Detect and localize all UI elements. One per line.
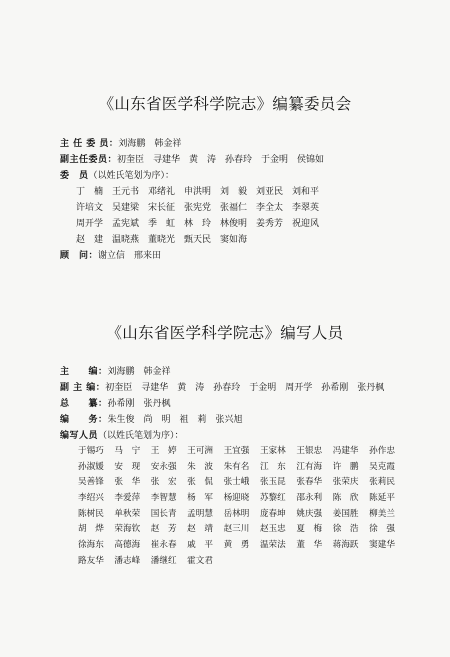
staff-name: 戚 平 [187,540,213,551]
writers-staff-note: （以姓氏笔划为序）： [98,431,184,441]
committee-title: 《山东省医学科学院志》编纂委员会 [98,95,352,113]
committee-vice-director-value: 初奎臣 寻建华 黄 涛 孙春玲 于金明 侯锦如 [117,155,325,165]
staff-name: 陈树民 [78,508,104,519]
staff-row [78,444,406,460]
committee-vice-director-row [60,154,324,166]
staff-name: 江有海 [296,461,323,472]
staff-name: 许 鹏 [332,461,359,472]
staff-row [78,522,406,538]
staff-name: 张士峨 [223,477,250,488]
staff-name: 朱有名 [223,461,250,472]
staff-row [78,538,406,554]
staff-name: 岳林明 [223,508,250,519]
staff-name: 赵 芳 [150,524,177,535]
staff-name: 王宜强 [223,446,250,456]
staff-name: 单秋荣 [114,508,141,519]
staff-name: 董 华 [296,540,323,551]
staff-name: 孟明慧 [187,508,213,519]
staff-name: 夏 梅 [296,524,323,535]
committee-advisor-row [60,250,161,262]
writers-staff-header [60,430,184,442]
writers-general-row [60,398,171,410]
staff-name: 安永强 [150,461,177,472]
staff-name: 温荣法 [259,540,286,551]
committee-director-value: 刘海鹏 韩金祥 [118,139,182,149]
staff-row [78,475,406,491]
writers-editors-label: 编 务： [60,415,108,425]
committee-director-row [60,138,181,150]
staff-name: 孙淑媛 [78,461,104,472]
staff-name: 路友华 [78,555,104,566]
staff-name: 蒋海跃 [332,540,359,551]
writers-staff-grid [78,444,406,570]
committee-member-row-3: 周开学 孟宪斌 季 虹 林 玲 林俊明 姜秀芳 祝迎风 [76,219,320,229]
staff-name: 赵玉忠 [259,524,286,535]
staff-name: 杨 军 [187,493,213,504]
staff-name: 黄 勇 [223,540,250,551]
committee-director-label: 主 任 委 员： [60,139,119,149]
staff-name: 李绍兴 [78,493,104,504]
staff-name: 李智慧 [150,493,177,504]
staff-name: 姚庆强 [296,508,323,519]
staff-name: 吴善锋 [78,477,104,488]
staff-name: 霍文君 [187,555,213,566]
writers-title: 《山东省医学科学院志》编写人员 [106,324,344,342]
staff-name: 张荣庆 [332,477,359,488]
staff-name: 潘继红 [150,555,177,566]
committee-member-row-4: 赵 建 温晓燕 董晓光 甄天民 窦如海 [76,235,248,245]
staff-name: 张 侃 [187,477,213,488]
staff-name: 张 华 [114,477,141,488]
staff-name: 柳美兰 [369,508,395,519]
writers-chief-value: 刘海鹏 韩金祥 [107,367,171,377]
writers-vice-chief-label: 副 主 编： [60,383,106,393]
writers-vice-chief-row [60,382,384,394]
staff-name: 朱 波 [187,461,213,472]
staff-name: 徐海东 [78,540,104,551]
staff-name: 吴克霞 [369,461,395,472]
writers-editors-value: 朱生俊 尚 明 祖 莉 张兴旭 [107,415,243,425]
writers-editors-row [60,414,243,426]
staff-row [78,554,406,570]
staff-name: 潘志峰 [114,555,141,566]
staff-name: 王银忠 [296,446,323,456]
staff-name: 孙作忠 [369,446,395,456]
staff-name: 国长青 [150,508,177,519]
staff-name: 窦建华 [369,540,395,551]
staff-row [78,491,406,507]
writers-chief-label: 主 编： [60,367,108,377]
staff-name: 马 宁 [114,446,141,456]
staff-name: 邵永利 [296,493,323,504]
writers-staff-label: 编写人员 [60,431,99,441]
staff-name: 陈延平 [369,493,395,504]
staff-name: 张玉昆 [259,477,286,488]
staff-name: 姜国胜 [332,508,359,519]
writers-vice-chief-value: 初奎臣 寻建华 黄 涛 孙春玲 于金明 周开学 孙希刚 张丹枫 [105,383,385,393]
staff-name: 张 宏 [150,477,177,488]
staff-name: 李爱萍 [114,493,141,504]
staff-name: 徐 强 [369,524,395,535]
committee-members-header [60,170,174,182]
staff-name: 王 婷 [150,446,177,456]
staff-name: 张莉民 [369,477,395,488]
staff-name: 胡 烨 [78,524,104,535]
staff-name: 苏黎红 [259,493,286,504]
staff-row [78,460,406,476]
committee-member-row-1: 丁 楠 王元书 邓绪礼 申洪明 刘 毅 刘亚民 刘和平 [76,187,320,197]
committee-member-row-2: 许培文 吴建梁 宋长征 张宪党 张福仁 李全太 李翠英 [76,203,320,213]
staff-name: 赵 靖 [187,524,213,535]
committee-advisor-label: 顾 问： [60,251,99,261]
staff-name: 于锡巧 [78,446,104,456]
writers-general-value: 孙希刚 张丹枫 [107,399,171,409]
staff-name: 陈 欣 [332,493,359,504]
staff-name: 安 现 [114,461,141,472]
writers-general-label: 总 纂： [60,399,108,409]
committee-members-note: （以姓氏笔划为序）： [88,171,175,181]
committee-vice-director-label: 副主任委员： [60,155,118,165]
staff-name: 崔永春 [150,540,177,551]
writers-chief-row [60,366,171,378]
staff-name: 徐 浩 [332,524,359,535]
committee-members-label: 委 员 [60,171,89,181]
staff-name: 王家林 [259,446,286,456]
committee-advisor-value: 谢立信 邢来田 [98,251,162,261]
staff-row [78,507,406,523]
staff-name: 高德海 [114,540,141,551]
staff-name: 庞春坤 [259,508,286,519]
staff-name: 张春华 [296,477,323,488]
staff-name: 赵三川 [223,524,250,535]
staff-name: 王可洲 [187,446,213,456]
staff-name: 荣海钦 [114,524,141,535]
staff-name: 冯建华 [332,446,359,456]
staff-name: 江 东 [259,461,286,472]
staff-name: 杨迎晓 [223,493,250,504]
